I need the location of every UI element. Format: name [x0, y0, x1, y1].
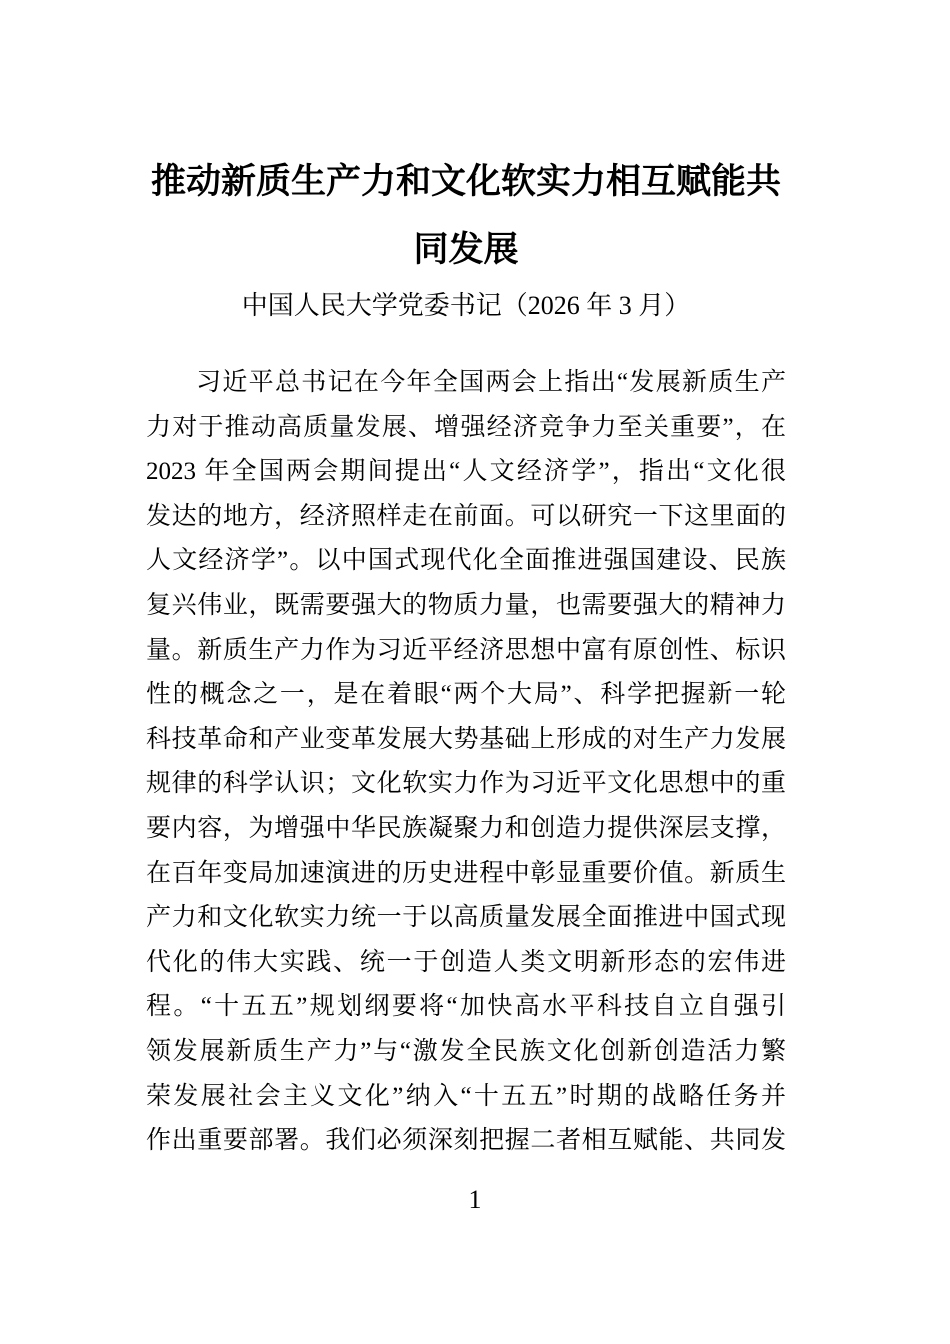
body-line: 作出重要部署。我们必须深刻把握二者相互赋能、共同发 [146, 1127, 786, 1155]
page-number: 1 [468, 1185, 482, 1214]
document-title-line-2: 同发展 [413, 230, 519, 269]
body-line: 荣发展社会主义文化”纳入“十五五”时期的战略任务并 [146, 1082, 786, 1110]
body-line: 程。“十五五”规划纲要将“加快高水平科技自立自强引 [146, 993, 786, 1021]
body-line: 代化的伟大实践、统一于创造人类文明新形态的宏伟进 [146, 948, 786, 976]
body-line: 力对于推动高质量发展、增强经济竞争力至关重要”，在 [146, 413, 786, 441]
body-line: 2023 年全国两会期间提出“人文经济学”，指出“文化很 [146, 458, 786, 486]
body-line: 量。新质生产力作为习近平经济思想中富有原创性、标识 [146, 636, 786, 664]
document-title-line-1: 推动新质生产力和文化软实力相互赋能共 [150, 162, 781, 201]
byline: 中国人民大学党委书记（2026 年 3 月） [241, 291, 691, 320]
body-line: 发达的地方，经济照样走在前面。可以研究一下这里面的 [146, 502, 786, 530]
document-title [146, 148, 786, 284]
body-line: 习近平总书记在今年全国两会上指出“发展新质生产 [196, 369, 786, 396]
body-line: 领发展新质生产力”与“激发全民族文化创新创造活力繁 [146, 1037, 786, 1065]
body-line: 科技革命和产业变革发展大势基础上形成的对生产力发展 [146, 725, 786, 753]
body-paragraph [146, 361, 786, 1164]
body-line: 要内容，为增强中华民族凝聚力和创造力提供深层支撑， [146, 814, 786, 842]
page-content [146, 148, 786, 1164]
body-line: 在百年变局加速演进的历史进程中彰显重要价值。新质生 [146, 859, 786, 887]
body-line: 规律的科学认识；文化软实力作为习近平文化思想中的重 [146, 770, 786, 798]
body-line: 性的概念之一，是在着眼“两个大局”、科学把握新一轮 [146, 681, 786, 709]
body-line: 复兴伟业，既需要强大的物质力量，也需要强大的精神力 [146, 591, 786, 619]
body-line: 人文经济学”。以中国式现代化全面推进强国建设、民族 [146, 547, 786, 575]
body-line: 产力和文化软实力统一于以高质量发展全面推进中国式现 [146, 904, 786, 932]
